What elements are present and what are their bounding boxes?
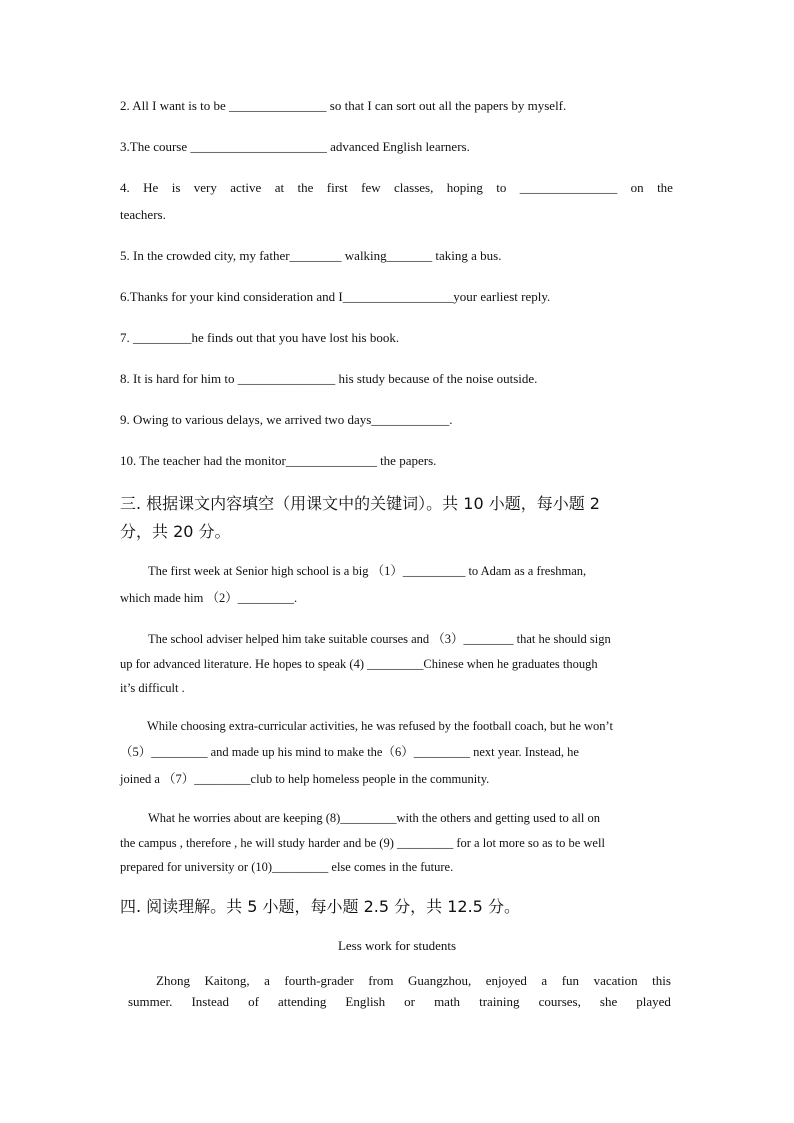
reading-word: a bbox=[264, 973, 270, 988]
passage-4-line-1: What he worries about are keeping (8)_________with the others and getting used to all on bbox=[148, 811, 600, 825]
reading-word: of bbox=[248, 994, 259, 1009]
question-4-word: 4. bbox=[120, 180, 130, 195]
question-4-word: the bbox=[657, 180, 673, 195]
passage-3-line-3: joined a （7）_________club to help homeless people in the community. bbox=[120, 772, 490, 786]
question-4-word: active bbox=[230, 180, 262, 195]
reading-word: fun bbox=[561, 973, 580, 988]
passage-4-line-2: the campus , therefore , he will study harder and be (9) _________ for a lot more so as to be well bbox=[120, 836, 605, 850]
reading-line-1 bbox=[156, 973, 671, 989]
reading-word: courses, bbox=[538, 994, 581, 1009]
question-4-word: He bbox=[143, 180, 159, 195]
reading-word: or bbox=[404, 994, 416, 1009]
reading-word: math bbox=[434, 994, 461, 1009]
reading-word: from bbox=[368, 973, 394, 988]
question-4-word: first bbox=[326, 180, 348, 195]
reading-line-2 bbox=[128, 994, 671, 1010]
passage-2-line-1: The school adviser helped him take suitable courses and （3）________ that he should sign bbox=[148, 632, 611, 646]
section-3-heading-cont: 分，共 20 分。 bbox=[120, 522, 231, 541]
question-4-word: on bbox=[630, 180, 644, 195]
reading-word: Kaitong, bbox=[204, 973, 250, 988]
question-5: 5. In the crowded city, my father________ walking_______ taking a bus. bbox=[120, 248, 502, 263]
reading-word: this bbox=[652, 973, 671, 988]
question-4-word: is bbox=[171, 180, 181, 195]
reading-word: vacation bbox=[593, 973, 638, 988]
passage-4-line-3: prepared for university or (10)_________ else comes in the future. bbox=[120, 860, 454, 874]
reading-word: played bbox=[636, 994, 671, 1009]
passage-3-line-1: While choosing extra-curricular activities, he was refused by the football coach, but he won’t bbox=[147, 719, 613, 733]
reading-word: fourth-grader bbox=[284, 973, 354, 988]
question-4-word: at bbox=[274, 180, 285, 195]
question-7: 7. _________he finds out that you have lost his book. bbox=[120, 330, 400, 345]
question-8: 8. It is hard for him to _______________ his study because of the noise outside. bbox=[120, 371, 538, 386]
question-4-word: few bbox=[361, 180, 381, 195]
passage-2-line-2: up for advanced literature. He hopes to speak (4) _________Chinese when he graduates though bbox=[120, 657, 598, 671]
reading-word: she bbox=[599, 994, 618, 1009]
reading-word: Zhong bbox=[156, 973, 190, 988]
question-4-word: hoping bbox=[446, 180, 483, 195]
question-4-word: the bbox=[297, 180, 314, 195]
question-4-word: classes, bbox=[394, 180, 434, 195]
reading-word: Guangzhou, bbox=[408, 973, 472, 988]
reading-word: a bbox=[541, 973, 548, 988]
reading-title: Less work for students bbox=[337, 938, 457, 953]
passage-1-line-1: The first week at Senior high school is a big （1）__________ to Adam as a freshman, bbox=[148, 564, 587, 578]
reading-word: attending bbox=[277, 994, 327, 1009]
question-3: 3.The course _____________________ advanced English learners. bbox=[120, 139, 470, 154]
section-3-heading: 三. 根据课文内容填空（用课文中的关键词）。共 10 小题，每小题 2 bbox=[120, 494, 600, 513]
question-10: 10. The teacher had the monitor______________ the papers. bbox=[120, 453, 437, 468]
question-9: 9. Owing to various delays, we arrived two days____________. bbox=[120, 412, 453, 427]
reading-word: English bbox=[345, 994, 386, 1009]
question-4-line-2: teachers. bbox=[120, 207, 166, 222]
passage-2-line-3: it’s difficult . bbox=[120, 681, 185, 695]
passage-1-line-2: which made him （2）_________. bbox=[120, 591, 298, 605]
question-6: 6.Thanks for your kind consideration and I_________________your earliest reply. bbox=[120, 289, 551, 304]
reading-word: summer. bbox=[128, 994, 173, 1009]
passage-3-line-2: （5）_________ and made up his mind to make the（6）_________ next year. Instead, he bbox=[120, 745, 579, 759]
question-4-line-1 bbox=[120, 180, 673, 196]
question-2: 2. All I want is to be _______________ so that I can sort out all the papers by myself. bbox=[120, 98, 567, 113]
section-4-heading: 四. 阅读理解。共 5 小题，每小题 2.5 分，共 12.5 分。 bbox=[120, 897, 520, 916]
reading-word: training bbox=[479, 994, 520, 1009]
reading-word: enjoyed bbox=[485, 973, 527, 988]
question-4-word: very bbox=[193, 180, 217, 195]
reading-word: Instead bbox=[191, 994, 230, 1009]
question-4-word: to bbox=[496, 180, 507, 195]
question-4-word: _______________ bbox=[519, 180, 618, 195]
